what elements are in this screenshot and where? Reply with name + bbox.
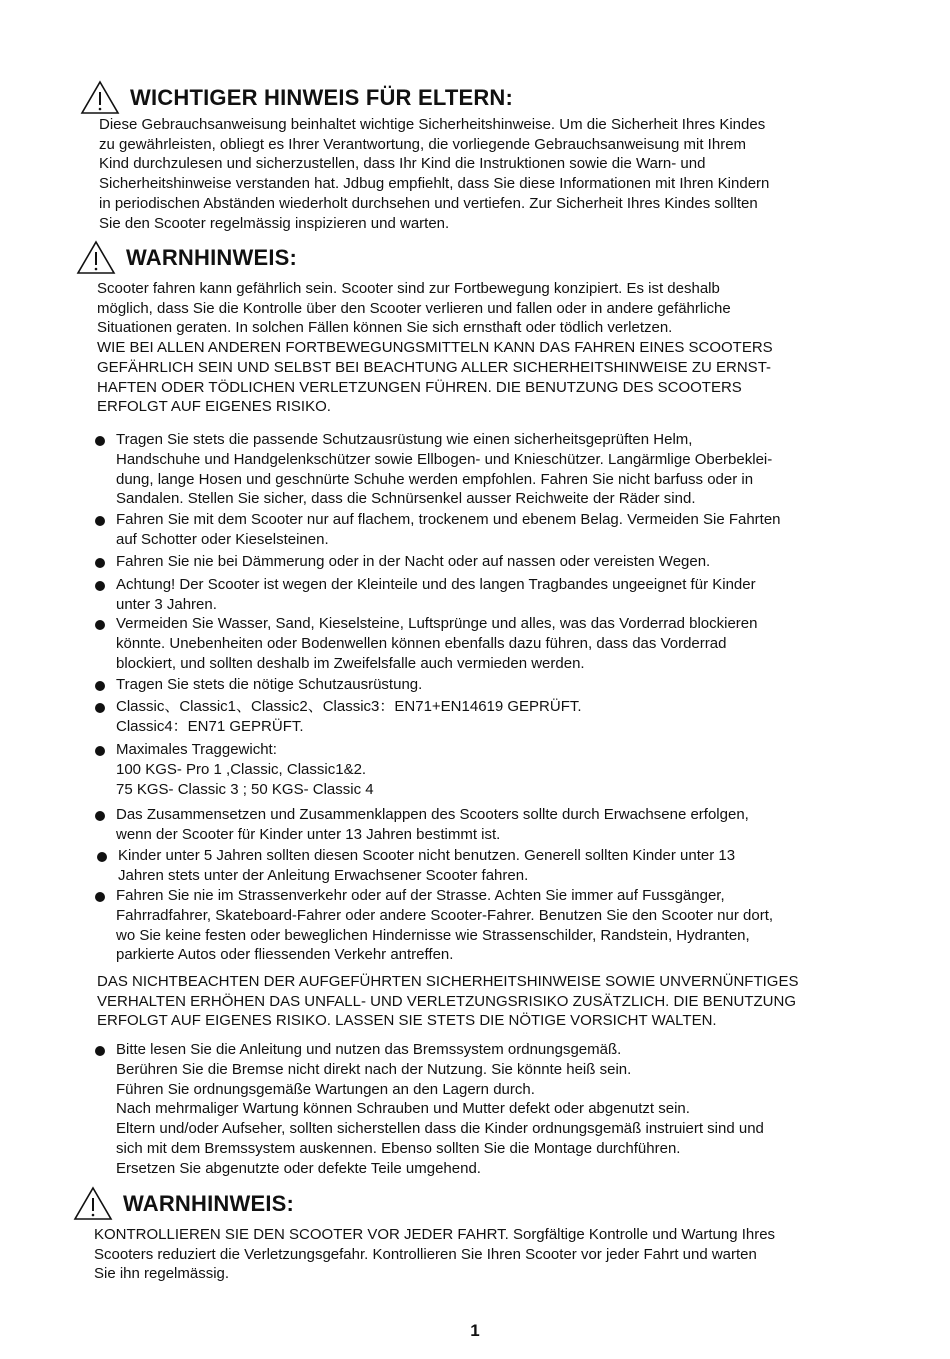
bullet-dot (95, 620, 105, 630)
bullet-dot (95, 436, 105, 446)
inspection-paragraph (94, 1225, 775, 1284)
text-line: Classic、Classic1、Classic2、Classic3：EN71+EN14619 GEPRÜFT. (116, 698, 582, 715)
warning-paragraph (97, 279, 773, 417)
heading-warning-2 (73, 1186, 294, 1222)
list-item (116, 614, 757, 673)
heading-warning-1 (76, 240, 297, 276)
text-line: Scooters reduziert die Verletzungsgefahr. Kontrollieren Sie Ihren Scooter vor jeder Fahrt und warten (94, 1245, 757, 1263)
bullet-dot (95, 558, 105, 568)
warning-triangle-icon (73, 1186, 113, 1222)
text-line: Das Zusammensetzen und Zusammenklappen des Scooters sollte durch Erwachsene erfolgen, (116, 806, 749, 823)
text-line: blockiert, und sollten deshalb im Zweifelsfalle auch vermieden werden. (116, 654, 585, 672)
text-line: WIE BEI ALLEN ANDEREN FORTBEWEGUNGSMITTELN KANN DAS FAHREN EINES SCOOTERS (97, 339, 773, 357)
text-line: parkierte Autos oder fliessenden Verkehr antreffen. (116, 946, 454, 964)
list-item (116, 697, 582, 737)
text-line: ERFOLGT AUF EIGENES RISIKO. LASSEN SIE STETS DIE NÖTIGE VORSICHT WALTEN. (97, 1012, 717, 1030)
text-line: Berühren Sie die Bremse nicht direkt nach der Nutzung. Sie könnte heiß sein. (116, 1060, 632, 1078)
text-line: Kind durchzulesen und sicherzustellen, dass Ihr Kind die Instruktionen sowie die Warn- und (99, 155, 706, 173)
text-line: Tragen Sie stets die passende Schutzausrüstung wie einen sicherheitsgeprüften Helm, (116, 431, 693, 448)
text-line: KONTROLLIEREN SIE DEN SCOOTER VOR JEDER FAHRT. Sorgfältige Kontrolle und Wartung Ihres (94, 1226, 776, 1243)
text-line: VERHALTEN ERHÖHEN DAS UNFALL- UND VERLETZUNGSRISIKO ZUSÄTZLICH. DIE BENUTZUNG (97, 992, 796, 1010)
heading-text: WARNHINWEIS: (123, 1191, 295, 1216)
text-line: Maximales Traggewicht: (116, 741, 277, 758)
text-line: Ersetzen Sie abgenutzte oder defekte Teile umgehend. (116, 1159, 481, 1177)
text-line: Fahren Sie mit dem Scooter nur auf flachem, trockenem und ebenem Belag. Vermeiden Sie Fahrten (116, 511, 781, 528)
text-line: Vermeiden Sie Wasser, Sand, Kieselsteine, Luftsprünge und alles, was das Vorderrad blockieren (116, 615, 758, 632)
text-line: sich mit dem Bremssystem auskennen. Ebenso sollten Sie die Montage durchführen. (116, 1139, 681, 1157)
text-line: ERFOLGT AUF EIGENES RISIKO. (97, 398, 331, 416)
text-line: könnte. Unebenheiten oder Bodenwellen können ebenfalls dazu führen, dass das Vorderrad (116, 634, 727, 652)
text-line: Bitte lesen Sie die Anleitung und nutzen das Bremssystem ordnungsgemäß. (116, 1041, 622, 1058)
text-line: DAS NICHTBEACHTEN DER AUFGEFÜHRTEN SICHERHEITSHINWEISE SOWIE UNVERNÜNFTIGES (97, 973, 799, 990)
text-line: Achtung! Der Scooter ist wegen der Kleinteile und des langen Tragbandes ungeeignet für Kinder (116, 576, 756, 593)
caps-warning-paragraph (97, 972, 798, 1031)
heading-text: WARNHINWEIS: (126, 245, 298, 270)
text-line: Sicherheitshinweise verstanden hat. Jdbug empfiehlt, dass Sie diese Informationen mit Ihren Kindern (99, 175, 770, 193)
heading-text: WICHTIGER HINWEIS FÜR ELTERN: (130, 85, 514, 110)
text-line: möglich, dass Sie die Kontrolle über den Scooter verlieren und fallen oder in andere gefährliche (97, 299, 731, 317)
bullet-dot (95, 516, 105, 526)
list-item (116, 805, 749, 845)
text-line: Scooter fahren kann gefährlich sein. Scooter sind zur Fortbewegung konzipiert. Es ist deshalb (97, 280, 720, 297)
page-number: 1 (470, 1321, 480, 1340)
text-line: Sandalen. Stellen Sie sicher, dass die Schnürsenkel ausser Reichweite der Räder sind. (116, 490, 696, 508)
parents-notice-paragraph (99, 115, 769, 233)
text-line: Sie den Scooter regelmässig inspizieren und warten. (99, 214, 450, 232)
text-line: 75 KGS- Classic 3 ; 50 KGS- Classic 4 (116, 780, 374, 798)
list-item (116, 675, 422, 695)
text-line: Fahren Sie nie im Strassenverkehr oder auf der Strasse. Achten Sie immer auf Fussgänger, (116, 887, 725, 904)
text-line: Classic4：EN71 GEPRÜFT. (116, 717, 304, 735)
bullet-dot (95, 581, 105, 591)
list-item (116, 575, 756, 615)
bullet-dot (95, 703, 105, 713)
text-line: Tragen Sie stets die nötige Schutzausrüstung. (116, 676, 423, 693)
text-line: Kinder unter 5 Jahren sollten diesen Scooter nicht benutzen. Generell sollten Kinder unter 13 (118, 847, 736, 864)
list-item (118, 846, 735, 886)
bullet-dot (97, 852, 107, 862)
text-line: 100 KGS- Pro 1 ,Classic, Classic1&2. (116, 760, 367, 778)
text-line: wenn der Scooter für Kinder unter 13 Jahren bestimmt ist. (116, 825, 501, 843)
text-line: Handschuhe und Handgelenkschützer sowie Ellbogen- und Knieschützer. Langärmlige Oberbeklei- (116, 450, 773, 468)
text-line: Nach mehrmaliger Wartung können Schrauben und Mutter defekt oder abgenutzt sein. (116, 1100, 690, 1118)
warning-triangle-icon (80, 80, 120, 116)
list-item (116, 1040, 764, 1179)
bullet-dot (95, 1046, 105, 1056)
list-item (116, 886, 773, 965)
text-line: Situationen geraten. In solchen Fällen können Sie sich ernsthaft oder tödlich verletzen. (97, 319, 673, 337)
text-line: Eltern und/oder Aufseher, sollten sicherstellen dass die Kinder ordnungsgemäß instruiert sind und (116, 1120, 764, 1138)
list-item (116, 552, 710, 572)
text-line: unter 3 Jahren. (116, 595, 217, 613)
text-line: dung, lange Hosen und geschnürte Schuhe werden empfohlen. Fahren Sie nicht barfuss oder in (116, 470, 754, 488)
bullet-dot (95, 892, 105, 902)
text-line: Fahrradfahrer, Skateboard-Fahrer oder andere Scooter-Fahrer. Benutzen Sie den Scooter nur dort, (116, 906, 774, 924)
bullet-dot (95, 746, 105, 756)
warning-triangle-icon (76, 240, 116, 276)
text-line: wo Sie keine festen oder beweglichen Hindernisse wie Strassenschilder, Randstein, Hydranten, (116, 926, 750, 944)
text-line: GEFÄHRLICH SEIN UND SELBST BEI BEACHTUNG ALLER SICHERHEITSHINWEISE ZU ERNST- (97, 358, 772, 376)
list-item (116, 430, 772, 509)
text-line: zu gewährleisten, obliegt es Ihrer Verantwortung, die vorliegende Gebrauchsanweisung mit Ihrem (99, 135, 747, 153)
heading-parents-notice (80, 80, 513, 116)
text-line: Diese Gebrauchsanweisung beinhaltet wichtige Sicherheitshinweise. Um die Sicherheit Ihres Kindes (99, 116, 766, 133)
list-item (116, 510, 781, 550)
text-line: Führen Sie ordnungsgemäße Wartungen an den Lagern durch. (116, 1080, 535, 1098)
bullet-dot (95, 811, 105, 821)
text-line: Jahren stets unter der Anleitung Erwachsener Scooter fahren. (118, 866, 529, 884)
bullet-dot (95, 681, 105, 691)
list-item (116, 740, 374, 799)
text-line: Fahren Sie nie bei Dämmerung oder in der Nacht oder auf nassen oder vereisten Wegen. (116, 553, 711, 570)
text-line: Sie ihn regelmässig. (94, 1265, 230, 1283)
text-line: auf Schotter oder Kieselsteinen. (116, 530, 329, 548)
text-line: HAFTEN ODER TÖDLICHEN VERLETZUNGEN FÜHREN. DIE BENUTZUNG DES SCOOTERS (97, 378, 742, 396)
text-line: in periodischen Abständen wiederholt durchsehen und vertiefen. Zur Sicherheit Ihres Kindes sollten (99, 194, 758, 212)
